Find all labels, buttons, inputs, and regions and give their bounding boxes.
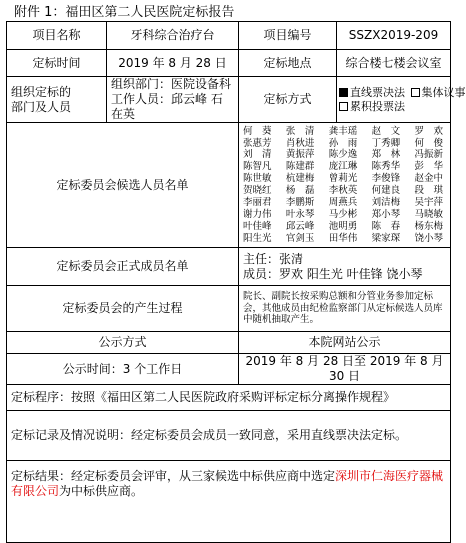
- candidate-name: 曾莉光: [328, 173, 358, 185]
- members-chair: 主任：张清: [243, 251, 304, 266]
- candidate-name: 李俊锋: [371, 173, 401, 185]
- candidate-row: [243, 221, 446, 233]
- method-checkbox-checked[interactable]: [339, 88, 348, 97]
- org-staff: 工作人员：邱云峰 石在英: [111, 92, 223, 121]
- candidate-name: 郑 林: [371, 149, 401, 161]
- project-no-label: 项目编号: [239, 22, 337, 50]
- candidate-name: 谢力伟: [243, 208, 272, 220]
- candidate-name: 何 俊: [414, 137, 444, 149]
- result-prefix: 定标结果：经定标委员会评审，从三家候选中标供应商中选定: [11, 469, 336, 483]
- candidate-name: 段 琪: [414, 185, 444, 196]
- org-label: [7, 77, 107, 123]
- candidate-name: 周燕兵: [328, 196, 358, 208]
- publicity-value: 本院网站公示: [239, 332, 451, 354]
- candidate-name: 陈建群: [285, 161, 315, 173]
- candidate-name: 冯振新: [414, 149, 444, 161]
- candidate-name: 陈秀华: [371, 161, 401, 173]
- members-label: 定标委员会正式成员名单: [7, 248, 239, 286]
- project-name-label: 项目名称: [7, 22, 107, 50]
- org-dept: 组织部门：医院设备科: [111, 77, 232, 91]
- candidate-row: [243, 197, 446, 209]
- candidate-name: 马晓敏: [414, 208, 444, 220]
- method-options: [337, 77, 466, 123]
- candidate-name: 马少彬: [328, 208, 358, 220]
- org-label-line2: 部门及人员: [11, 99, 72, 114]
- candidate-name: 龚丰瑶: [328, 125, 358, 137]
- project-name-value: 牙科综合治疗台: [107, 22, 239, 50]
- candidate-name: 贺晓红: [243, 185, 272, 196]
- candidate-name: 张惠芳: [243, 137, 272, 149]
- project-no-value: SSZX2019-209: [337, 22, 451, 50]
- candidate-name: 田华伟: [328, 232, 358, 244]
- candidate-name: 邱云峰: [285, 220, 315, 232]
- candidate-name: 黄振萍: [285, 149, 315, 161]
- candidate-name: 刘 清: [243, 149, 272, 161]
- members-value: [239, 248, 451, 286]
- candidate-name: 叶佳峰: [243, 220, 272, 232]
- method-checkbox-2[interactable]: [411, 88, 420, 97]
- candidate-name: 庞江琳: [328, 161, 358, 173]
- candidate-name: 孙 雨: [328, 137, 358, 149]
- candidates-list: [239, 123, 451, 248]
- candidate-name: 杨东梅: [414, 220, 444, 232]
- candidate-name: 池明勇: [328, 220, 358, 232]
- procedure-text: 定标程序：按照《福田区第二人民医院政府采购评标定标分离操作规程》: [7, 385, 451, 411]
- location-label: 定标地点: [239, 50, 337, 77]
- candidate-name: 梁家琛: [371, 232, 401, 244]
- candidate-name: 张 清: [285, 125, 315, 137]
- record-text: 定标记录及情况说明：经定标委员会成员一致同意，采用直线票决法定标。: [7, 411, 451, 461]
- members-list: 成员：罗欢 阳生光 叶佳锋 饶小琴: [243, 266, 423, 281]
- candidate-name: 丁秀卿: [371, 137, 401, 149]
- candidate-name: 陈世敏: [243, 173, 272, 185]
- document-title: 附件 1：福田区第二人民医院定标报告: [14, 5, 235, 20]
- candidate-name: 刘洁梅: [371, 196, 401, 208]
- candidate-name: 李丽君: [243, 196, 272, 208]
- candidate-name: 阳生光: [243, 232, 272, 244]
- candidate-name: 何建良: [371, 185, 401, 196]
- process-text: 院长、副院长按采购总额和分管业务参加定标会，其他成员由纪检监察部门从定标候选人员库中随机抽取产生。: [239, 286, 451, 332]
- process-label: 定标委员会的产生过程: [7, 286, 239, 332]
- candidate-name: 郑小琴: [371, 208, 401, 220]
- candidate-name: 陈少逸: [328, 149, 358, 161]
- publicity-time-label: 公示时间：3 个工作日: [7, 354, 239, 385]
- candidate-name: 赵金中: [414, 173, 444, 185]
- method-checkbox-3[interactable]: [339, 102, 348, 111]
- candidates-label: 定标委员会候选人员名单: [7, 123, 239, 248]
- result-suffix: 为中标供应商。: [59, 484, 144, 498]
- candidate-row: [243, 209, 446, 221]
- date-value: 2019 年 8 月 28 日: [107, 50, 239, 77]
- candidate-name: 肖秋进: [285, 137, 315, 149]
- winning-company: 深圳市仁海医疗器械有限公司: [11, 469, 444, 498]
- bid-report-table: [6, 21, 466, 543]
- candidate-name: 罗 欢: [414, 125, 444, 137]
- candidate-row: [243, 138, 446, 150]
- method-label: 定标方式: [239, 77, 337, 123]
- location-value: 综合楼七楼会议室: [337, 50, 451, 77]
- method-option-3: 累积投票法: [350, 99, 405, 113]
- candidate-row: [243, 173, 446, 185]
- candidate-name: 官剑玉: [285, 232, 315, 244]
- candidate-name: 何 葵: [243, 125, 272, 137]
- date-label: 定标时间: [7, 50, 107, 77]
- method-option-1: 直线票决法: [350, 85, 405, 99]
- candidate-name: 李鹏斯: [285, 196, 315, 208]
- org-details: [107, 77, 239, 123]
- publicity-time-value: 2019 年 8 月 28 日至 2019 年 8 月 30 日: [239, 354, 451, 385]
- candidate-name: 吴宇萍: [414, 196, 444, 208]
- candidate-row: [243, 233, 446, 245]
- candidate-row: [243, 161, 446, 173]
- candidate-name: 陈 春: [371, 220, 401, 232]
- candidate-name: 叶永琴: [285, 208, 315, 220]
- result-cell: [7, 461, 451, 543]
- method-option-2: 集体议事: [421, 85, 466, 99]
- candidate-name: 陈智凡: [243, 161, 272, 173]
- candidate-row: [243, 149, 446, 161]
- candidate-name: 彭 华: [414, 161, 444, 173]
- org-label-line1: 组织定标的: [11, 84, 72, 99]
- candidate-name: 杨 磊: [285, 185, 315, 196]
- candidate-row: [243, 185, 446, 197]
- candidate-name: 赵 文: [371, 125, 401, 137]
- candidate-name: 饶小琴: [414, 232, 444, 244]
- candidate-name: 李秋英: [328, 185, 358, 196]
- candidate-row: [243, 126, 446, 138]
- publicity-label: 公示方式: [7, 332, 239, 354]
- candidate-name: 杭建梅: [285, 173, 315, 185]
